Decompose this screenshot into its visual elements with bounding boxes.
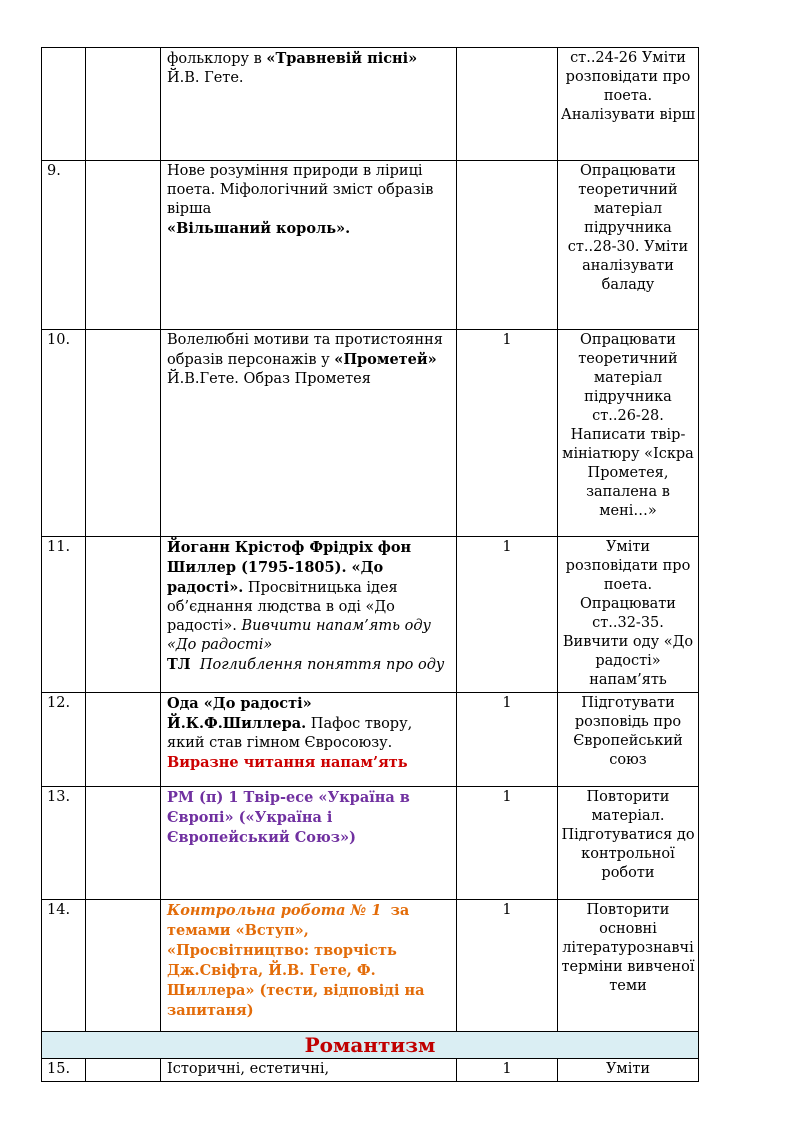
homework: Уміти [558,1059,699,1082]
lesson-topic: фольклору в «Травневій пісні» Й.В. Гете. [161,48,457,161]
lesson-number: 10. [42,330,86,537]
lesson-number: 14. [42,900,86,1032]
lesson-hours: 1 [457,787,558,900]
lesson-number: 13. [42,787,86,900]
homework: Підготувати розповідь про Європейський союз [558,693,699,787]
date-cell [86,330,161,537]
homework: Опрацювати теоретичний матеріал підручника ст..28-30. Уміти аналізувати баладу [558,161,699,330]
homework: Повторити основні літературознавчі терміни вивченої теми [558,900,699,1032]
lesson-number: 9. [42,161,86,330]
homework: ст..24-26 Уміти розповідати про поета. Аналізувати вірш [558,48,699,161]
date-cell [86,1059,161,1082]
lesson-hours: 1 [457,693,558,787]
lesson-topic: РМ (п) 1 Твір-есе «Україна в Європі» («Україна і Європейський Союз») [161,787,457,900]
homework: Повторити матеріал. Підготуватися до контрольної роботи [558,787,699,900]
date-cell [86,787,161,900]
homework: Уміти розповідати про поета. Опрацювати ст..32-35. Вивчити оду «До радості» напам’ять [558,537,699,693]
lesson-hours [457,48,558,161]
table-row [42,900,699,1032]
lesson-number [42,48,86,161]
lesson-topic: Історичні, естетичні, [161,1059,457,1082]
lesson-topic: Контрольна робота № 1 за темами «Вступ», «Просвітництво: творчість Дж.Свіфта, Й.В. Гете, Ф. Шиллера» (тести, відповіді на запитаня) [161,900,457,1032]
table-row [42,787,699,900]
lesson-topic: Волелюбні мотиви та протистояння образів персонажів у «Прометей» Й.В.Гете. Образ Прометея [161,330,457,537]
date-cell [86,537,161,693]
lesson-hours: 1 [457,1059,558,1082]
date-cell [86,693,161,787]
lesson-topic: Ода «До радості» Й.К.Ф.Шиллера. Пафос твору, який став гімном Євросоюзу. Виразне читання напам’ять [161,693,457,787]
lesson-number: 15. [42,1059,86,1082]
table-row [42,161,699,330]
table-row [42,537,699,693]
lesson-hours: 1 [457,900,558,1032]
lesson-topic: Йоганн Крістоф Фрідріх фон Шиллер (1795-1805). «До радості». Просвітницька ідея об’єднання людства в оді «До радості». Вивчити напам’ять оду «До радості» ТЛ Поглиблення поняття про оду [161,537,457,693]
table-row [42,693,699,787]
table-row [42,1059,699,1082]
lesson-hours: 1 [457,330,558,537]
lesson-number: 12. [42,693,86,787]
lesson-plan-table [41,47,699,1082]
section-title: Романтизм [42,1032,699,1059]
lesson-number: 11. [42,537,86,693]
date-cell [86,900,161,1032]
lesson-hours [457,161,558,330]
lesson-hours: 1 [457,537,558,693]
homework: Опрацювати теоретичний матеріал підручника ст..26-28. Написати твір-мініатюру «Іскра Прометея, запалена в мені…» [558,330,699,537]
table-row [42,48,699,161]
section-header-row [42,1032,699,1059]
lesson-topic: Нове розуміння природи в ліриці поета. Міфологічний зміст образів вірша «Вільшаний король». [161,161,457,330]
date-cell [86,161,161,330]
date-cell [86,48,161,161]
table-row [42,330,699,537]
